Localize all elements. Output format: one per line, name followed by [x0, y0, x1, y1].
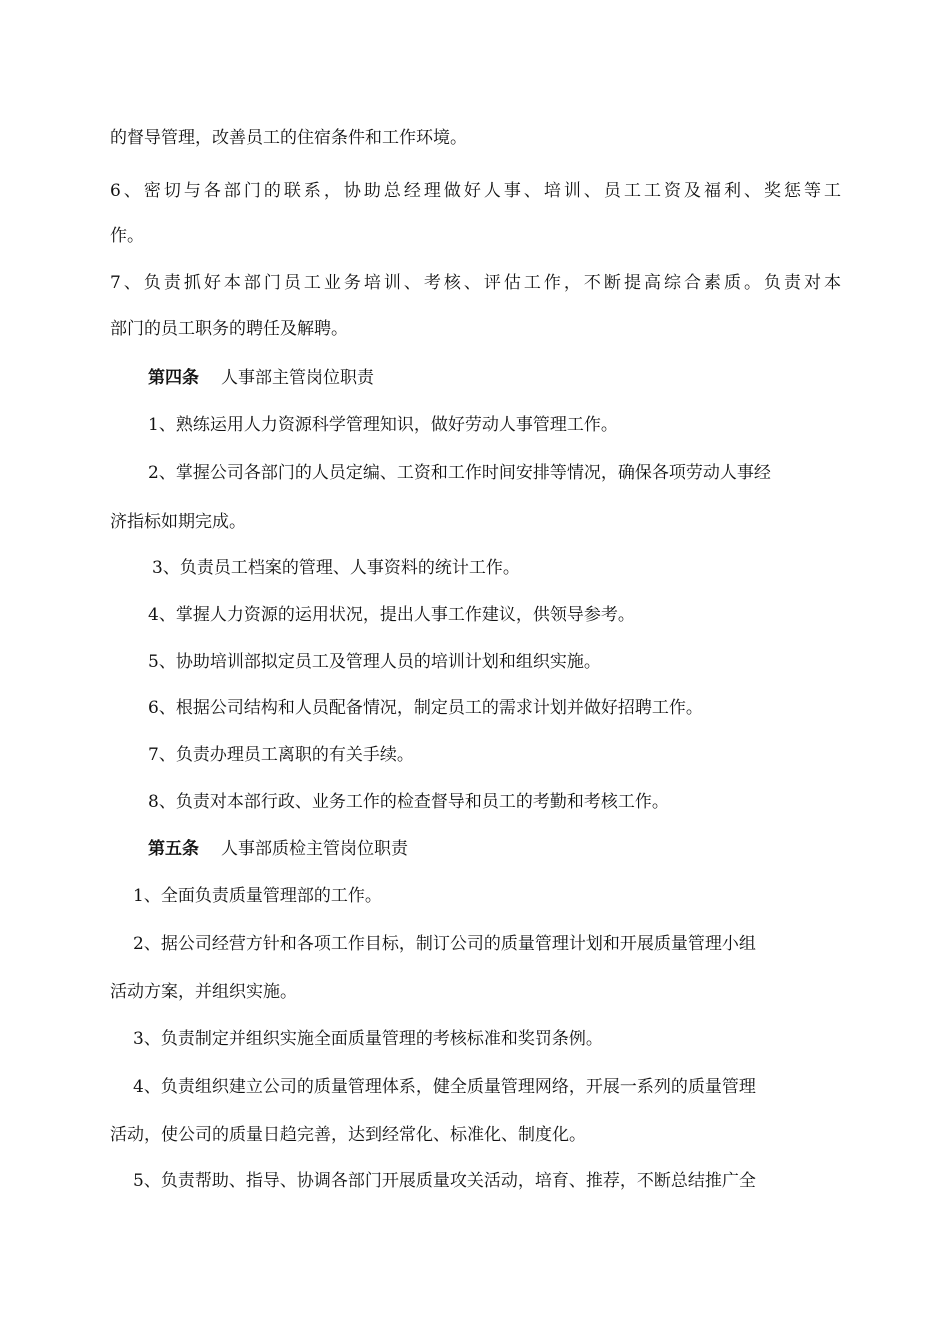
text-line: 4、负责组织建立公司的质量管理体系，健全质量管理网络，开展一系列的质量管理: [133, 1077, 756, 1097]
text-line: 济指标如期完成。: [110, 512, 246, 532]
text-line: 5、协助培训部拟定员工及管理人员的培训计划和组织实施。: [148, 652, 601, 672]
text-line: 2、据公司经营方针和各项工作目标，制订公司的质量管理计划和开展质量管理小组: [133, 934, 756, 954]
text-line: 2、掌握公司各部门的人员定编、工资和工作时间安排等情况，确保各项劳动人事经: [148, 463, 771, 483]
text-line: 4、掌握人力资源的运用状况，提出人事工作建议，供领导参考。: [148, 605, 635, 625]
text-line: 的督导管理，改善员工的住宿条件和工作环境。: [110, 128, 467, 148]
text-line: 6、密切与各部门的联系，协助总经理做好人事、培训、员工工资及福利、奖惩等工: [110, 181, 841, 201]
text-line: 1、全面负责质量管理部的工作。: [133, 886, 382, 906]
article-heading: [148, 368, 374, 388]
text-line: 活动方案，并组织实施。: [110, 982, 297, 1002]
article-title: 人事部质检主管岗位职责: [221, 839, 408, 859]
article-title: 人事部主管岗位职责: [221, 368, 374, 388]
text-line: 3、负责员工档案的管理、人事资料的统计工作。: [152, 558, 520, 578]
article-label: 第五条: [148, 839, 199, 859]
text-line: 6、根据公司结构和人员配备情况，制定员工的需求计划并做好招聘工作。: [148, 698, 703, 718]
text-line: 7、负责办理员工离职的有关手续。: [148, 745, 414, 765]
article-label: 第四条: [148, 368, 199, 388]
text-line: 7、负责抓好本部门员工业务培训、考核、评估工作，不断提高综合素质。负责对本: [110, 273, 841, 293]
text-line: 作。: [110, 226, 144, 246]
article-heading: [148, 839, 408, 859]
text-line: 活动，使公司的质量日趋完善，达到经常化、标准化、制度化。: [110, 1125, 586, 1145]
text-line: 5、负责帮助、指导、协调各部门开展质量攻关活动，培育、推荐，不断总结推广全: [133, 1171, 756, 1191]
text-line: 1、熟练运用人力资源科学管理知识，做好劳动人事管理工作。: [148, 415, 618, 435]
text-line: 部门的员工职务的聘任及解聘。: [110, 319, 348, 339]
text-line: 8、负责对本部行政、业务工作的检查督导和员工的考勤和考核工作。: [148, 792, 669, 812]
text-line: 3、负责制定并组织实施全面质量管理的考核标准和奖罚条例。: [133, 1029, 603, 1049]
